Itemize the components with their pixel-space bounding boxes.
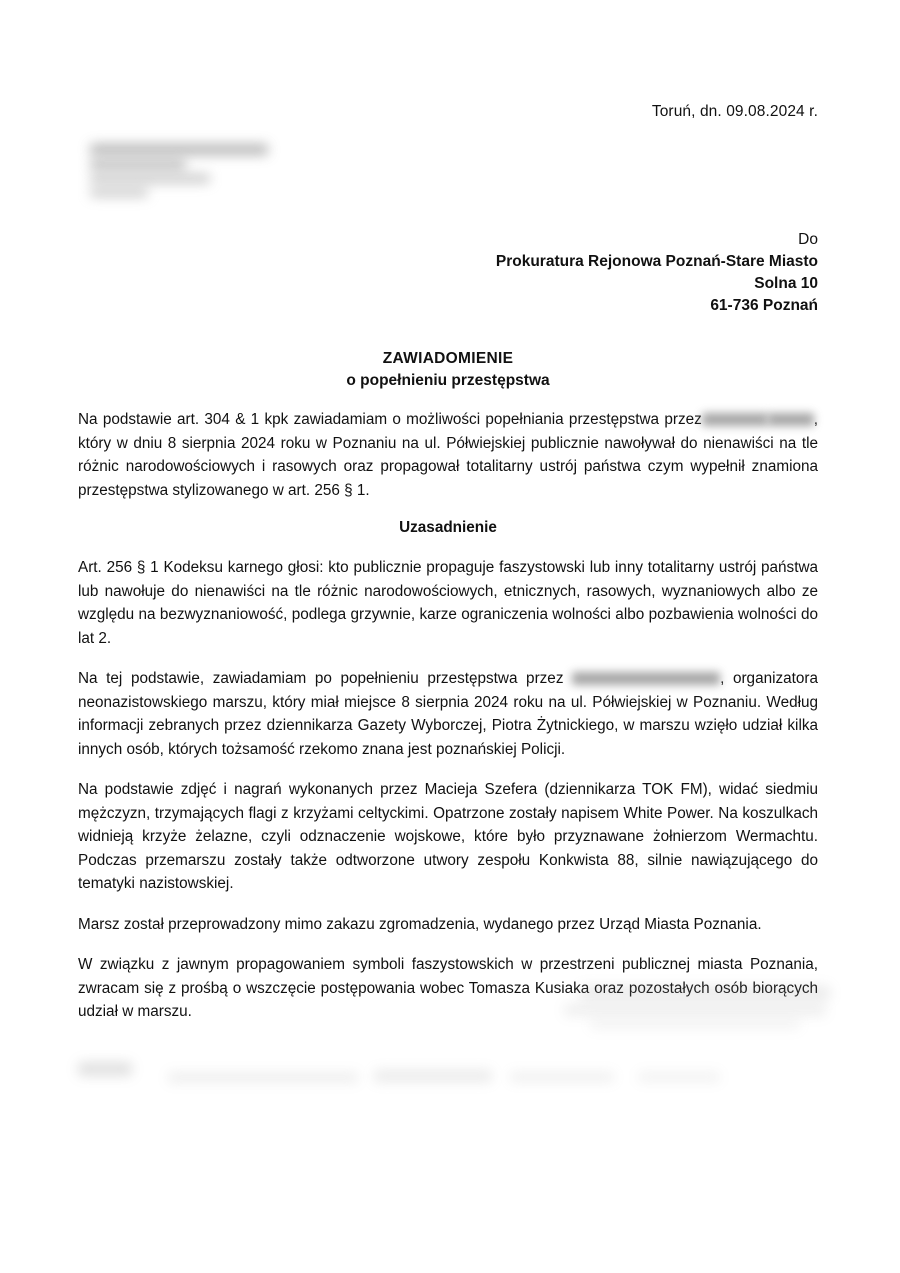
paragraph-evidence: Na podstawie zdjęć i nagrań wykonanych przez Macieja Szefera (dziennikarza TOK FM), widać siedmiu mężczyzn, trzymających flagi z krzyżami celtyckimi. Opatrzone zostały napisem White Power. Na koszulkach widnieją krzyże żelazne, czyli odznaczenie wojskowe, które było przyznawane żołnierzom Wermachtu. Podczas przemarszu zostały także odtworzone utwory zespołu Konkwista 88, silnie nawiązującego do tematyki nazistowskiej. [78, 781, 818, 892]
redaction-bar-surname [768, 413, 814, 426]
redaction-bar [564, 1004, 826, 1016]
intro-text-before-redaction: Na podstawie art. 304 & 1 kpk zawiadamiam o możliwości popełniania przestępstwa przez [78, 411, 702, 428]
redaction-bar-name [702, 413, 768, 426]
paragraph-organizer-notice [78, 667, 818, 761]
signature-redacted [560, 978, 840, 1040]
section-heading-justification: Uzasadnienie [399, 519, 497, 536]
date-line: Toruń, dn. 09.08.2024 r. [651, 103, 818, 120]
redaction-bar [78, 1062, 132, 1076]
paragraph-intro [78, 408, 818, 502]
document-body [78, 408, 818, 1024]
title-line-2: o popełnieniu przestępstwa [346, 372, 550, 389]
organizer-text-after-redaction: , organizatora neonazistowskiego marszu, który miał miejsce 8 sierpnia 2024 roku na ul. Półwiejskiej w Poznaniu. Według informacji zebranych przez dziennikarza Gazety Wyborczej, Piotra Żytnickiego, w marszu wzięło udział kilka innych osób, których tożsamość rzekomo znana jest poznańskiej Policji. [78, 670, 818, 758]
redaction-bar [580, 986, 830, 1000]
redaction-bar [374, 1070, 492, 1082]
redaction-bar [90, 174, 210, 183]
redaction-bar [638, 1072, 720, 1082]
sender-address-redacted [72, 138, 292, 210]
redaction-bar [90, 188, 148, 197]
paragraph-ban-violation: Marsz został przeprowadzony mimo zakazu zgromadzenia, wydanego przez Urząd Miasta Poznania. [78, 915, 762, 933]
redaction-bar [590, 1020, 800, 1029]
title-line-1: ZAWIADOMIENIE [382, 350, 514, 367]
redaction-bar-full-name [572, 672, 720, 685]
intro-text-after-redaction: , który w dniu 8 sierpnia 2024 roku w Poznaniu na ul. Półwiejskiej publicznie nawoływał do nienawiści na tle różnic narodowościowych i rasowych oraz propagował totalitarny ustrój państwa czym wypełnił znamiona przestępstwa stylizowanego w art. 256 § 1. [78, 411, 818, 499]
redaction-bar [90, 160, 186, 169]
recipient-street: Solna 10 [754, 275, 818, 292]
paragraph-legal-citation: Art. 256 § 1 Kodeksu karnego głosi: kto publicznie propaguje faszystowski lub inny totalitarny ustrój państwa lub nawołuje do nienawiści na tle różnic narodowościowych, etnicznych, rasowych, wyznaniowych albo ze względu na bezwyznaniowość, podlega grzywnie, karze ograniczenia wolności albo pozbawienia wolności do lat 2. [78, 559, 818, 647]
footer-redacted [72, 1058, 752, 1098]
redaction-bar [168, 1072, 358, 1083]
recipient-block [78, 229, 818, 317]
redaction-bar [90, 144, 268, 155]
recipient-institution: Prokuratura Rejonowa Poznań-Stare Miasto [495, 253, 818, 270]
paragraph-request: W związku z jawnym propagowaniem symboli faszystowskich w przestrzeni publicznej miasta Poznania, zwracam się z prośbą o wszczęcie postępowania wobec Tomasza Kusiaka oraz pozostałych osób biorących udział w marszu. [78, 956, 818, 1020]
redaction-bar [510, 1072, 614, 1082]
recipient-prefix: Do [798, 231, 818, 248]
document-title [78, 348, 818, 392]
organizer-text-before-redaction: Na tej podstawie, zawiadamiam po popełnieniu przestępstwa przez [78, 670, 564, 687]
recipient-postal-city: 61-736 Poznań [710, 297, 818, 314]
